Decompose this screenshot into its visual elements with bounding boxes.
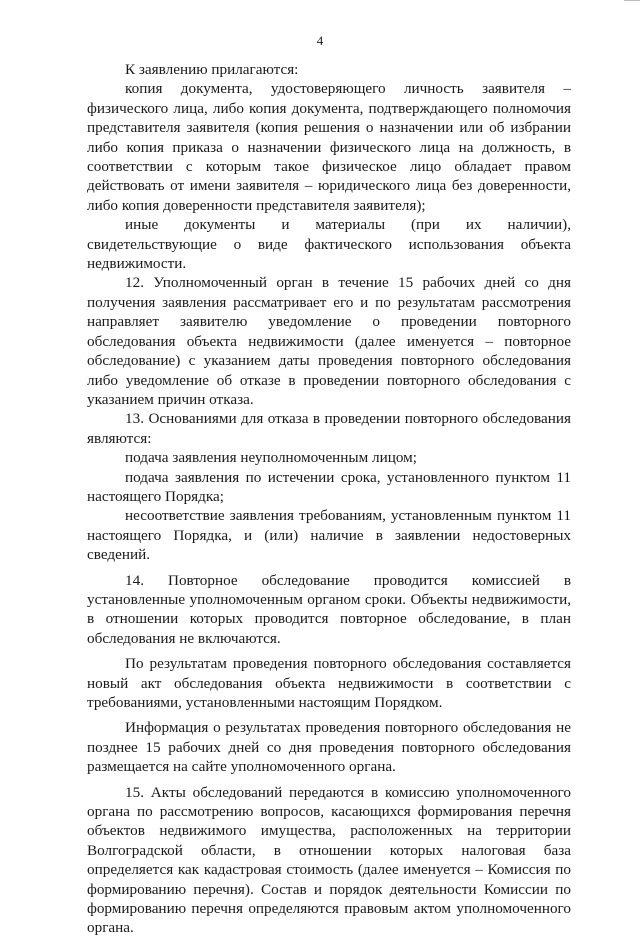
paragraph-results-info: Информация о результатах проведения повторного обследования не позднее 15 рабочих дней со дня проведения повторного обследования размещается на сайте уполномоченного органа. bbox=[87, 719, 571, 776]
paragraph-identity-documents: копия документа, удостоверяющего личность заявителя – физического лица, либо копия документа, подтверждающего полномочия представителя заявителя (копия решения о назначении или об избрании либо копия приказа о назначении физического лица на должность, в соответствии с которым такое физическое лицо обладает правом действовать от имени заявителя – юридического лица без доверенности, либо копия доверенности представителя заявителя); bbox=[87, 80, 571, 214]
paragraph-item-13: 13. Основаниями для отказа в проведении повторного обследования являются: bbox=[87, 410, 571, 447]
paragraph-attachments-heading: К заявлению прилагаются: bbox=[125, 61, 299, 78]
paragraph-item-14: 14. Повторное обследование проводится комиссией в установленные уполномоченным органом сроки. Объекты недвижимости, в отношении которых проводится повторное обследование, в план обследования не включаются. bbox=[87, 571, 571, 647]
document-body bbox=[87, 60, 571, 938]
paragraph-refusal-reason-1: подача заявления неуполномоченным лицом; bbox=[125, 449, 418, 467]
paragraph-new-act: По результатам проведения повторного обследования составляется новый акт обследования объекта недвижимости в соответствии с требованиями, установленными настоящим Порядком. bbox=[87, 655, 571, 711]
paragraph-item-12: 12. Уполномоченный орган в течение 15 рабочих дней со дня получения заявления рассматривает его и по результатам рассмотрения направляет заявителю уведомление о проведении повторного обследования объекта недвижимости (далее именуется – повторное обследование) с указанием даты проведения повторного обследования либо уведомление об отказе в проведении повторного обследования с указанием причин отказа. bbox=[87, 274, 571, 408]
paragraph-other-documents: иные документы и материалы (при их наличии), свидетельствующие о виде фактического использования объекта недвижимости. bbox=[87, 216, 571, 273]
paragraph-item-15: 15. Акты обследований передаются в комиссию уполномоченного органа по рассмотрению вопросов, касающихся формирования перечня объектов недвижимого имущества, расположенных на территории Волгоградской области, в отношении которых налоговая база определяется как кадастровая стоимость (далее именуется – Комиссия по формированию перечня). Состав и порядок деятельности Комиссии по формированию перечня определяются правовым актом уполномоченного органа. bbox=[87, 783, 571, 937]
page-number: 4 bbox=[316, 33, 324, 48]
paragraph-refusal-reason-3: несоответствие заявления требованиям, установленным пунктом 11 настоящего Порядка, и (или) наличие в заявлении недостоверных сведений. bbox=[87, 507, 571, 564]
paragraph-refusal-reason-2: подача заявления по истечении срока, установленного пунктом 11 настоящего Порядка; bbox=[87, 468, 571, 505]
scan-corner-mark bbox=[624, 0, 640, 5]
